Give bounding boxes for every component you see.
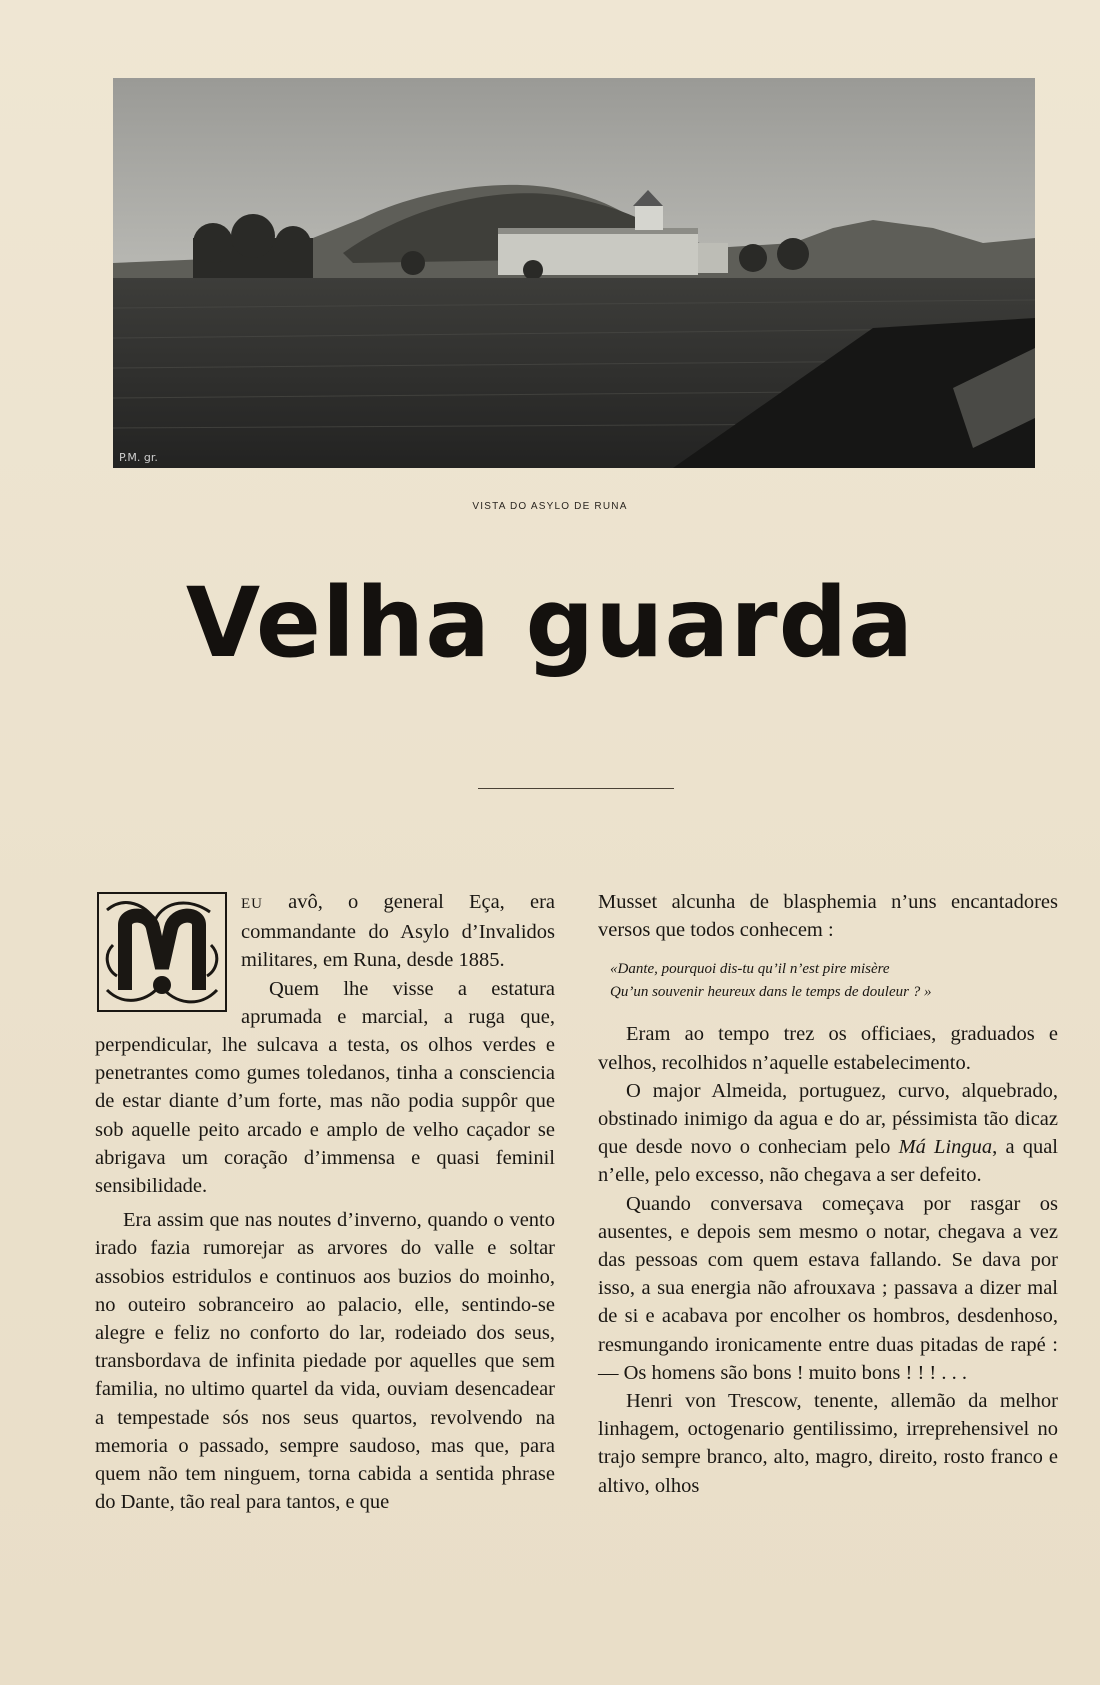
title-divider (478, 788, 674, 789)
ornamental-initial-m-icon (95, 890, 229, 1014)
right-column (598, 888, 1058, 1500)
paragraph-2: Quem lhe visse a estatura aprumada e marcial, a ruga que, perpendicular, lhe sulcava a testa, os olhos verdes e penetrantes como gumes toledanos, tinha a consciencia de estar diante d’um forte, mas não podia suppôr que sob aquelle peito arcado e amplo de velho caçador se abrigava um coração d’immensa e quasi feminil sensibilidade. (95, 977, 555, 1198)
quote-line-1: «Dante, pourquoi dis-tu qu’il n’est pire misère (610, 961, 890, 978)
paragraph-6 (598, 1077, 1058, 1190)
paragraph-1-text: avô, o general Eça, era commandante do Asylo d’Invalidos militares, em Runa, desde 1885. (241, 891, 555, 972)
opening-word: EU (241, 896, 263, 912)
nickname-ma-lingua: Má Lingua (898, 1136, 993, 1159)
engraver-signature: P.M. gr. (119, 451, 158, 464)
paragraph-5: Eram ao tempo trez os officiaes, graduados e velhos, recolhidos n’aquelle estabelecimento. (598, 1023, 1058, 1074)
paragraph-4: Musset alcunha de blasphemia n’uns encantadores versos que todos conhecem : (598, 891, 1058, 942)
paragraph-7: Quando conversava começava por rasgar os ausentes, e depois sem mesmo o notar, chegava a vez das pessoas com quem estava fallando. Se dava por isso, a sua energia não afrouxava ; passava a dizer mal de si e acabava por encolher os hombros, desdenhoso, resmungando ironicamente entre duas pitadas de rapé : — Os homens são bons ! muito bons ! ! ! . . . (598, 1192, 1058, 1384)
quote-line-2: Qu’un souvenir heureux dans le temps de douleur ? » (610, 984, 932, 1001)
article-title: Velha guarda (185, 567, 915, 679)
left-column (95, 888, 555, 1516)
paragraph-3: Era assim que nas noutes d’inverno, quando o vento irado fazia rumorejar as arvores do valle e soltar assobios estridulos e continuos aos buzios do moinho, no outeiro sobranceiro ao palacio, elle, sentindo-se alegre e feliz no conforto do lar, rodeiado dos seus, transbordava de infinita piedade por aquelles que sem familia, no ultimo quartel da vida, ouviam desencadear a tempestade sós nos seus quartos, revolvendo na memoria o passado, sempre saudoso, mas que, para quem não tem ninguem, torna cabida a sentida phrase do Dante, tão real para tantos, e que (95, 1209, 555, 1514)
musset-quote (610, 958, 1058, 1004)
paragraph-6-text-b: , a qual n’elle, pelo excesso, não chegava a ser defeito. (598, 1136, 1058, 1187)
paragraph-8: Henri von Trescow, tenente, allemão da melhor linhagem, octogenario gentilissimo, irreprehensivel no trajo sempre branco, alto, magro, direito, rosto franco e altivo, olhos (598, 1390, 1058, 1497)
photo-vista-asylo (113, 78, 1035, 468)
paragraph-1 (95, 888, 555, 975)
paragraph-6-text-a: O major Almeida, portuguez, curvo, alquebrado, obstinado inimigo da agua e do ar, péssimista tão dicaz que desde novo o conheciam pelo (598, 1079, 1058, 1159)
landscape-photo-illustration (113, 78, 1035, 468)
photo-caption: VISTA DO ASYLO DE RUNA (472, 501, 628, 512)
